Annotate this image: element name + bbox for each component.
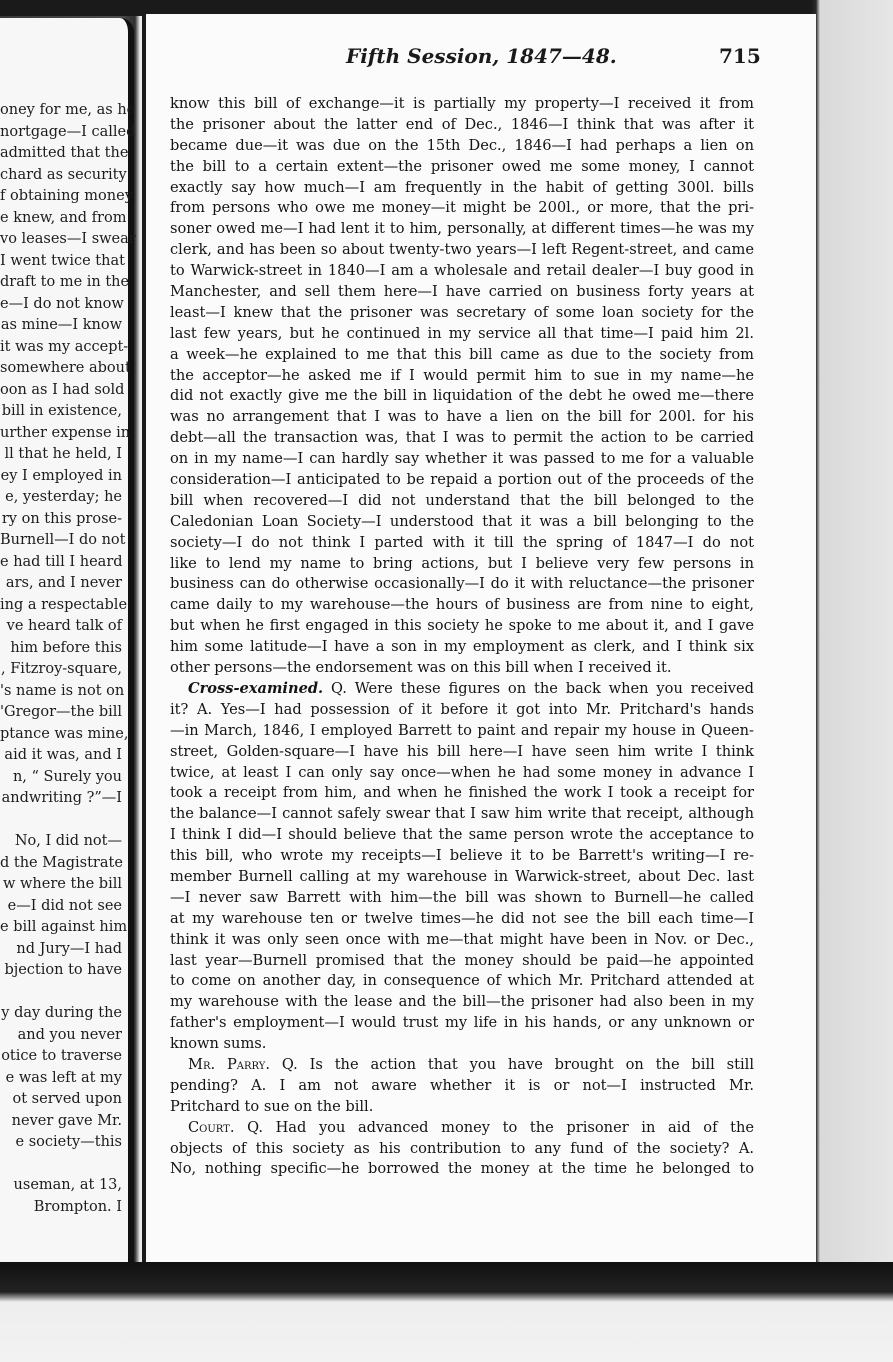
text-line: I think I did—I should believe that the same person wrote the acceptance to xyxy=(170,826,754,844)
text-line: bjection to have xyxy=(4,962,122,978)
text-line: know this bill of exchange—it is partially my property—I received it from xyxy=(170,95,754,112)
scan-bottom-edge xyxy=(0,1262,893,1362)
text-line: Brompton. I xyxy=(33,1198,122,1215)
text-line: on in my name—I can hardly say whether it was passed to me for a valuable xyxy=(170,450,754,468)
parry-first-line-text: Q. Is the action that you have brought on the bill still xyxy=(281,1055,754,1073)
text-line: oney for me, as he xyxy=(0,102,136,118)
cross-first-line xyxy=(170,679,754,700)
text-line: soner owed me—I had lent it to him, personally, at different times—he was my xyxy=(170,220,754,238)
cross-examined-label: Cross-examined. xyxy=(188,679,324,697)
text-line: —I never saw Barrett with him—the bill was shown to Burnell—he called xyxy=(170,888,754,906)
text-line: from persons who owe me money—it might be 200l., or more, that the pri- xyxy=(170,199,754,217)
text-line: , Fitzroy-square, xyxy=(1,661,122,677)
court-first-line-text: Q. Had you advanced money to the prisoner in aid of the xyxy=(247,1118,754,1136)
text-line: andwriting ?”—I xyxy=(1,790,122,806)
text-line: did not exactly give me the bill in liquidation of the debt he owed me—there xyxy=(170,387,754,405)
text-line: it was my accept- xyxy=(0,338,129,355)
text-line: a week—he explained to me that this bill came as due to the society from xyxy=(170,345,754,363)
text-line: 'Gregor—the bill xyxy=(0,704,123,720)
text-line: Pritchard to sue on the bill. xyxy=(170,1097,374,1115)
court-paragraph xyxy=(170,1118,754,1181)
text-line: clerk, and has been so about twenty-two years—I left Regent-street, and came xyxy=(170,241,754,259)
text-line: chard as security xyxy=(0,166,127,183)
text-line: the prisoner about the latter end of Dec., 1846—I think that was after it xyxy=(170,115,754,133)
text-line: No, I did not— xyxy=(14,833,122,849)
text-line: nd Jury—I had xyxy=(16,940,122,957)
text-line: e—I did not see xyxy=(7,897,122,914)
text-line: never gave Mr. xyxy=(11,1112,122,1129)
text-line: otice to traverse xyxy=(1,1048,122,1064)
cross-examination-paragraph xyxy=(170,679,754,1055)
text-line: e—I do not know xyxy=(0,295,124,312)
text-line: pending? A. I am not aware whether it is or not—I instructed Mr. xyxy=(170,1076,754,1094)
text-line: twice, at least I can only say once—when he had some money in advance I xyxy=(170,763,754,781)
text-line: think it was only seen once with me—that might have been in Nov. or Dec., xyxy=(170,930,754,948)
court-label: Court. xyxy=(188,1118,235,1136)
text-line: bill in existence, xyxy=(1,403,122,419)
text-line: e society—this xyxy=(15,1134,122,1150)
text-line: society—I do not think I parted with it till the spring of 1847—I do not xyxy=(170,533,754,551)
text-line: the bill to a certain extent—the prisoner owed me some money, I cannot xyxy=(170,157,754,175)
text-line: father's employment—I would trust my life in his hands, or any unknown or xyxy=(170,1014,754,1032)
parry-label: Mr. Parry. xyxy=(188,1055,270,1073)
text-line: him before this xyxy=(10,639,122,656)
text-line xyxy=(0,982,122,1004)
text-line: nortgage—I called xyxy=(0,123,136,140)
text-line: No, nothing specific—he borrowed the money at the time he belonged to xyxy=(170,1160,754,1178)
text-line: ve heard talk of xyxy=(6,618,122,634)
text-line: Manchester, and sell them here—I have carried on business forty years at xyxy=(170,283,754,301)
text-line: y day during the xyxy=(1,1005,122,1021)
text-line: the balance—I cannot safely swear that I saw him write that receipt, although xyxy=(170,805,754,823)
text-line: objects of this society as his contribution to any fund of the society? A. xyxy=(170,1139,754,1157)
text-line: debt—all the transaction was, that I was to permit the action to be carried xyxy=(170,429,754,447)
text-line: oon as I had sold xyxy=(0,381,125,398)
text-line: e was left at my xyxy=(5,1069,122,1086)
text-line: and you never xyxy=(17,1026,122,1043)
text-line: ey I employed in xyxy=(0,467,122,484)
page-number: 715 xyxy=(719,44,761,68)
text-line: ry on this prose- xyxy=(1,510,122,527)
text-line: consideration—I anticipated to be repaid a portion out of the proceeds of the xyxy=(170,471,754,489)
text-line: draft to me in the xyxy=(0,274,130,290)
text-line: known sums. xyxy=(170,1035,267,1053)
text-line: useman, at 13, xyxy=(13,1177,122,1193)
text-line: I went twice that xyxy=(0,252,125,269)
text-line: my warehouse with the lease and the bill—the prisoner had also been in my xyxy=(170,993,754,1011)
text-line: admitted that the xyxy=(0,145,129,161)
text-line: ing a respectable xyxy=(0,596,128,613)
text-line: n, “ Surely you xyxy=(12,768,122,785)
text-line: bill when recovered—I did not understand that the bill belonged to the xyxy=(170,491,754,509)
text-line: to come on another day, in consequence of which Mr. Pritchard attended at xyxy=(170,972,754,990)
running-head: Fifth Session, 1847—48. xyxy=(346,44,617,68)
text-line: other persons—the endorsement was on this bill when I received it. xyxy=(170,659,672,677)
text-line: took a receipt from him, and when he finished the work I took a receipt for xyxy=(170,784,754,802)
text-line: but when he first engaged in this society he spoke to me about it, and I gave xyxy=(170,617,754,635)
text-line: ars, and I never xyxy=(5,575,122,591)
text-line: vo leases—I swear xyxy=(0,231,136,247)
text-line: urther expense in xyxy=(0,424,131,441)
text-line: it? A. Yes—I had possession of it before it got into Mr. Pritchard's hands xyxy=(170,700,754,718)
text-line: came daily to my warehouse—the hours of business are from nine to eight, xyxy=(170,596,754,614)
scan-right-edge xyxy=(812,0,893,1362)
left-column-text xyxy=(0,100,136,1218)
text-line: ot served upon xyxy=(12,1091,122,1107)
text-line: the acceptor—he asked me if I would permit him to sue in my name—he xyxy=(170,366,754,384)
cross-first-line-text: Q. Were these figures on the back when you received xyxy=(331,679,755,697)
text-line xyxy=(0,810,122,832)
text-line: 's name is not on xyxy=(0,682,125,699)
text-line: was no arrangement that I was to have a lien on the bill for 200l. for his xyxy=(170,408,754,426)
text-line xyxy=(0,1154,122,1176)
parry-paragraph xyxy=(170,1055,754,1118)
text-line: at my warehouse ten or twelve times—he did not see the bill each time—I xyxy=(170,909,754,927)
text-line: ptance was mine, xyxy=(0,725,129,742)
text-line: d the Magistrate xyxy=(0,854,123,871)
text-line: least—I knew that the prisoner was secretary of some loan society for the xyxy=(170,303,754,321)
text-line: him some latitude—I have a son in my employment as clerk, and I think six xyxy=(170,638,754,656)
text-line: like to lend my name to bring actions, but I believe very few persons in xyxy=(170,554,754,572)
text-line: somewhere about xyxy=(0,360,131,376)
text-line: aid it was, and I xyxy=(4,747,122,763)
left-page-fragment xyxy=(0,18,134,1280)
text-line: w where the bill xyxy=(2,876,122,892)
text-line: ll that he held, I xyxy=(4,446,122,462)
text-line: this bill, who wrote my receipts—I believe it to be Barrett's writing—I re- xyxy=(170,847,754,865)
text-line: became due—it was due on the 15th Dec., 1846—I had perhaps a lien on xyxy=(170,136,754,154)
text-line: business can do otherwise occasionally—I do it with reluctance—the prisoner xyxy=(170,575,754,593)
text-line: street, Golden-square—I have his bill here—I have seen him write I think xyxy=(170,742,754,760)
text-line: e knew, and from xyxy=(0,209,127,226)
parry-first-line xyxy=(170,1055,754,1076)
text-line: last year—Burnell promised that the money should be paid—he appointed xyxy=(170,951,754,969)
testimony-paragraph xyxy=(170,94,754,679)
body-text xyxy=(170,94,754,1180)
text-line: as mine—I know xyxy=(0,317,122,333)
text-line: f obtaining money xyxy=(0,188,133,204)
main-page xyxy=(142,14,816,1264)
text-line: Burnell—I do not xyxy=(0,532,126,548)
text-line: last few years, but he continued in my service all that time—I paid him 2l. xyxy=(170,324,754,342)
court-first-line xyxy=(170,1118,754,1139)
text-line: exactly say how much—I am frequently in the habit of getting 300l. bills xyxy=(170,178,754,196)
text-line: e had till I heard xyxy=(0,553,123,570)
text-line: to Warwick-street in 1840—I am a wholesale and retail dealer—I buy good in xyxy=(170,262,754,280)
text-line: e bill against him xyxy=(0,919,128,935)
text-line: —in March, 1846, I employed Barrett to paint and repair my house in Queen- xyxy=(170,721,754,739)
text-line: Caledonian Loan Society—I understood that it was a bill belonging to the xyxy=(170,512,754,530)
text-line: member Burnell calling at my warehouse in Warwick-street, about Dec. last xyxy=(170,867,754,885)
text-line: e, yesterday; he xyxy=(5,489,122,505)
